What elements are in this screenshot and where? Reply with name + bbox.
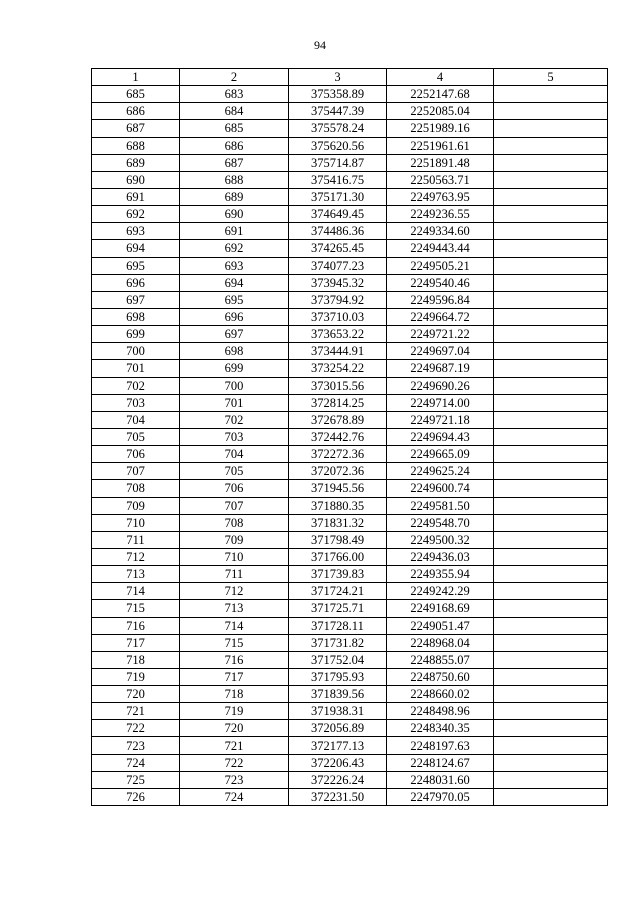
table-cell: 693 (92, 223, 180, 240)
table-row (92, 668, 608, 685)
table-cell: 372814.25 (289, 394, 387, 411)
table-cell: 2248498.96 (387, 703, 494, 720)
table-row (92, 480, 608, 497)
table-row (92, 514, 608, 531)
table-row (92, 771, 608, 788)
table-cell: 706 (92, 446, 180, 463)
table-cell: 715 (92, 600, 180, 617)
table-cell: 374265.45 (289, 240, 387, 257)
table-cell: 2249600.74 (387, 480, 494, 497)
table-cell: 373444.91 (289, 343, 387, 360)
table-cell: 711 (180, 566, 289, 583)
table-row (92, 308, 608, 325)
table-cell (494, 634, 608, 651)
table-cell: 717 (180, 668, 289, 685)
table-cell (494, 480, 608, 497)
table-cell: 696 (92, 274, 180, 291)
table-row (92, 634, 608, 651)
table-cell: 701 (92, 360, 180, 377)
column-header: 3 (289, 69, 387, 86)
table-row (92, 703, 608, 720)
table-cell: 371731.82 (289, 634, 387, 651)
column-header: 4 (387, 69, 494, 86)
table-cell: 371798.49 (289, 531, 387, 548)
table-cell (494, 240, 608, 257)
table-cell: 691 (92, 188, 180, 205)
table-cell: 710 (180, 548, 289, 565)
table-cell (494, 446, 608, 463)
table-row (92, 240, 608, 257)
table-cell: 691 (180, 223, 289, 240)
table-cell: 2249168.69 (387, 600, 494, 617)
table-cell: 372678.89 (289, 411, 387, 428)
table-cell: 2249548.70 (387, 514, 494, 531)
table-cell: 375358.89 (289, 86, 387, 103)
table-cell: 2249500.32 (387, 531, 494, 548)
table-cell: 2247970.05 (387, 788, 494, 805)
table-cell (494, 788, 608, 805)
table-cell (494, 737, 608, 754)
table-cell: 702 (92, 377, 180, 394)
table-cell (494, 206, 608, 223)
table-cell: 2252085.04 (387, 103, 494, 120)
table-cell (494, 343, 608, 360)
table-cell (494, 703, 608, 720)
table-cell: 707 (180, 497, 289, 514)
table-cell: 371724.21 (289, 583, 387, 600)
table-row (92, 120, 608, 137)
table-cell: 2249540.46 (387, 274, 494, 291)
table-cell: 709 (180, 531, 289, 548)
table-cell (494, 120, 608, 137)
table-cell: 703 (180, 428, 289, 445)
table-cell: 2249505.21 (387, 257, 494, 274)
table-cell: 718 (92, 651, 180, 668)
table-cell: 2249596.84 (387, 291, 494, 308)
table-cell: 371831.32 (289, 514, 387, 531)
table-cell: 373653.22 (289, 326, 387, 343)
column-header: 5 (494, 69, 608, 86)
table-cell: 2249763.95 (387, 188, 494, 205)
table-body (92, 86, 608, 806)
table-cell: 722 (180, 754, 289, 771)
table-cell: 2249721.22 (387, 326, 494, 343)
table-row (92, 223, 608, 240)
table-row (92, 788, 608, 805)
table-cell: 687 (92, 120, 180, 137)
table-cell: 692 (92, 206, 180, 223)
table-cell: 2248124.67 (387, 754, 494, 771)
table-cell (494, 566, 608, 583)
table-cell (494, 103, 608, 120)
table-cell: 705 (180, 463, 289, 480)
table-cell: 693 (180, 257, 289, 274)
table-cell: 2249625.24 (387, 463, 494, 480)
table-cell (494, 188, 608, 205)
coordinates-table (91, 68, 608, 806)
table-cell: 371739.83 (289, 566, 387, 583)
table-cell: 372231.50 (289, 788, 387, 805)
table-cell: 697 (92, 291, 180, 308)
table-cell: 701 (180, 394, 289, 411)
table-cell (494, 274, 608, 291)
table-cell: 724 (180, 788, 289, 805)
table-cell (494, 531, 608, 548)
table-cell: 371839.56 (289, 686, 387, 703)
table-cell (494, 720, 608, 737)
table-cell: 2249665.09 (387, 446, 494, 463)
table-row (92, 274, 608, 291)
table-cell: 695 (180, 291, 289, 308)
table-cell: 694 (180, 274, 289, 291)
table-cell (494, 754, 608, 771)
table-cell (494, 428, 608, 445)
table-cell: 703 (92, 394, 180, 411)
table-cell (494, 257, 608, 274)
table-cell: 722 (92, 720, 180, 737)
table-cell: 708 (92, 480, 180, 497)
table-cell: 374649.45 (289, 206, 387, 223)
table-row (92, 206, 608, 223)
table-cell: 707 (92, 463, 180, 480)
table-cell: 2249436.03 (387, 548, 494, 565)
table-row (92, 600, 608, 617)
table-cell (494, 497, 608, 514)
table-cell: 373710.03 (289, 308, 387, 325)
table-cell (494, 394, 608, 411)
table-cell: 719 (180, 703, 289, 720)
table-cell: 685 (180, 120, 289, 137)
table-cell (494, 600, 608, 617)
table-cell (494, 771, 608, 788)
table-cell: 700 (92, 343, 180, 360)
table-cell: 685 (92, 86, 180, 103)
table-cell: 2248340.35 (387, 720, 494, 737)
table-cell: 2248197.63 (387, 737, 494, 754)
table-cell: 2251989.16 (387, 120, 494, 137)
table-cell: 2249355.94 (387, 566, 494, 583)
table-row (92, 377, 608, 394)
table-cell: 690 (92, 171, 180, 188)
table-cell: 718 (180, 686, 289, 703)
table-cell (494, 171, 608, 188)
table-cell: 723 (92, 737, 180, 754)
table-cell: 371752.04 (289, 651, 387, 668)
table-cell: 705 (92, 428, 180, 445)
table-cell: 704 (180, 446, 289, 463)
column-header: 1 (92, 69, 180, 86)
table-row (92, 360, 608, 377)
table-cell: 684 (180, 103, 289, 120)
table-cell: 720 (180, 720, 289, 737)
table-cell: 709 (92, 497, 180, 514)
table-cell: 708 (180, 514, 289, 531)
table-cell: 686 (92, 103, 180, 120)
table-cell: 683 (180, 86, 289, 103)
table-row (92, 137, 608, 154)
table-cell: 374486.36 (289, 223, 387, 240)
table-cell: 702 (180, 411, 289, 428)
table-cell (494, 617, 608, 634)
table-cell (494, 668, 608, 685)
table-cell: 688 (180, 171, 289, 188)
table-row (92, 171, 608, 188)
table-cell: 372206.43 (289, 754, 387, 771)
table-cell: 2249581.50 (387, 497, 494, 514)
table-cell: 371880.35 (289, 497, 387, 514)
table-row (92, 720, 608, 737)
table-cell: 2249697.04 (387, 343, 494, 360)
table-cell: 2249051.47 (387, 617, 494, 634)
table-cell (494, 86, 608, 103)
table-cell: 375578.24 (289, 120, 387, 137)
table-cell: 695 (92, 257, 180, 274)
table-row (92, 617, 608, 634)
table-cell: 2248855.07 (387, 651, 494, 668)
table-cell: 726 (92, 788, 180, 805)
table-cell (494, 463, 608, 480)
table-cell: 698 (92, 308, 180, 325)
table-header-row (92, 69, 608, 86)
table-row (92, 86, 608, 103)
table-row (92, 103, 608, 120)
table-row (92, 291, 608, 308)
table-cell: 2248968.04 (387, 634, 494, 651)
table-cell: 721 (180, 737, 289, 754)
table-row (92, 188, 608, 205)
table-cell: 372072.36 (289, 463, 387, 480)
table-row (92, 651, 608, 668)
table-cell: 698 (180, 343, 289, 360)
table-cell: 699 (92, 326, 180, 343)
table-cell: 2249236.55 (387, 206, 494, 223)
table-cell: 711 (92, 531, 180, 548)
column-header: 2 (180, 69, 289, 86)
table-row (92, 446, 608, 463)
table-cell: 2249721.18 (387, 411, 494, 428)
table-cell: 372272.36 (289, 446, 387, 463)
table-cell: 371795.93 (289, 668, 387, 685)
table-cell: 2249714.00 (387, 394, 494, 411)
table-cell: 719 (92, 668, 180, 685)
table-cell: 372226.24 (289, 771, 387, 788)
table-cell (494, 411, 608, 428)
table-cell: 373254.22 (289, 360, 387, 377)
table-cell: 721 (92, 703, 180, 720)
table-cell: 2249334.60 (387, 223, 494, 240)
table-cell: 2250563.71 (387, 171, 494, 188)
table-cell: 375171.30 (289, 188, 387, 205)
table-cell: 686 (180, 137, 289, 154)
table-cell: 712 (180, 583, 289, 600)
table-cell: 699 (180, 360, 289, 377)
table-cell: 704 (92, 411, 180, 428)
table-row (92, 548, 608, 565)
table-cell (494, 651, 608, 668)
table-cell (494, 686, 608, 703)
table-cell: 2249694.43 (387, 428, 494, 445)
table-cell: 2249687.19 (387, 360, 494, 377)
table-cell: 697 (180, 326, 289, 343)
table-cell: 371725.71 (289, 600, 387, 617)
table-row (92, 531, 608, 548)
table-row (92, 428, 608, 445)
table-cell: 375620.56 (289, 137, 387, 154)
table-cell: 706 (180, 480, 289, 497)
table-cell: 700 (180, 377, 289, 394)
table-row (92, 326, 608, 343)
table-cell (494, 514, 608, 531)
table-cell: 373794.92 (289, 291, 387, 308)
table-row (92, 497, 608, 514)
table-cell: 723 (180, 771, 289, 788)
table-cell: 372177.13 (289, 737, 387, 754)
table-cell (494, 377, 608, 394)
table-cell: 710 (92, 514, 180, 531)
table-cell: 696 (180, 308, 289, 325)
table-cell: 371945.56 (289, 480, 387, 497)
table-cell (494, 154, 608, 171)
table-row (92, 737, 608, 754)
table-cell: 720 (92, 686, 180, 703)
table-row (92, 343, 608, 360)
table-cell: 694 (92, 240, 180, 257)
table-cell (494, 137, 608, 154)
table-cell: 724 (92, 754, 180, 771)
table-cell: 692 (180, 240, 289, 257)
table-cell: 372442.76 (289, 428, 387, 445)
table-cell: 373015.56 (289, 377, 387, 394)
table-row (92, 154, 608, 171)
table-cell: 375714.87 (289, 154, 387, 171)
table-cell: 715 (180, 634, 289, 651)
table-cell: 688 (92, 137, 180, 154)
table-cell: 375447.39 (289, 103, 387, 120)
table-cell: 2249664.72 (387, 308, 494, 325)
table-cell (494, 548, 608, 565)
table-row (92, 566, 608, 583)
page-number: 94 (314, 38, 326, 52)
table-cell: 716 (92, 617, 180, 634)
table-cell: 689 (92, 154, 180, 171)
table-cell: 2249443.44 (387, 240, 494, 257)
table-row (92, 394, 608, 411)
table-cell: 714 (180, 617, 289, 634)
table-cell: 713 (180, 600, 289, 617)
table-cell (494, 360, 608, 377)
table-cell: 2248660.02 (387, 686, 494, 703)
table-cell: 371766.00 (289, 548, 387, 565)
table-row (92, 754, 608, 771)
table-row (92, 411, 608, 428)
table-cell (494, 326, 608, 343)
table-cell: 2251891.48 (387, 154, 494, 171)
table-cell: 713 (92, 566, 180, 583)
table-cell: 2252147.68 (387, 86, 494, 103)
table-row (92, 583, 608, 600)
table-cell (494, 308, 608, 325)
table-cell: 716 (180, 651, 289, 668)
table-cell: 375416.75 (289, 171, 387, 188)
table-cell: 717 (92, 634, 180, 651)
table-cell (494, 291, 608, 308)
table-cell: 374077.23 (289, 257, 387, 274)
table-cell: 2249690.26 (387, 377, 494, 394)
table-cell: 689 (180, 188, 289, 205)
table-cell: 373945.32 (289, 274, 387, 291)
table-cell: 2248031.60 (387, 771, 494, 788)
table-cell: 371938.31 (289, 703, 387, 720)
table-cell: 725 (92, 771, 180, 788)
table-row (92, 686, 608, 703)
table-cell: 2251961.61 (387, 137, 494, 154)
table-cell: 687 (180, 154, 289, 171)
table-cell: 714 (92, 583, 180, 600)
table-row (92, 463, 608, 480)
table-cell (494, 583, 608, 600)
table-cell: 690 (180, 206, 289, 223)
table-cell: 372056.89 (289, 720, 387, 737)
table-cell (494, 223, 608, 240)
table-cell: 2249242.29 (387, 583, 494, 600)
table-cell: 712 (92, 548, 180, 565)
table-cell: 371728.11 (289, 617, 387, 634)
table-row (92, 257, 608, 274)
table-cell: 2248750.60 (387, 668, 494, 685)
